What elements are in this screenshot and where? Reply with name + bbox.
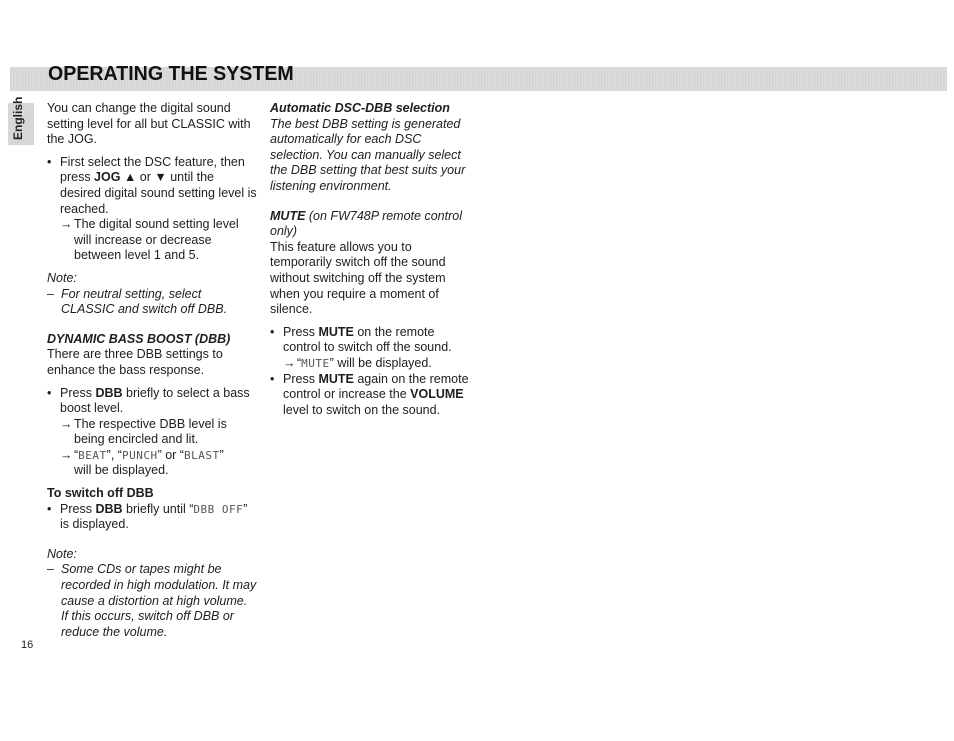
down-arrow-icon: ▼ bbox=[154, 170, 167, 185]
list-item: • First select the DSC feature, then press JOG ▲ or ▼ until the desired digital sound setting level is reached. bbox=[47, 154, 257, 216]
arrow-icon: → bbox=[60, 447, 73, 462]
mute-heading-line bbox=[270, 209, 475, 240]
list-item: • Press DBB briefly until “DBB OFF” is displayed. bbox=[47, 501, 248, 532]
list-item: • Press MUTE again on the remote control or increase the VOLUME level to switch on the sound. bbox=[270, 371, 469, 417]
arrow-icon: → bbox=[283, 355, 296, 370]
note-label: Note: bbox=[47, 546, 77, 561]
result-item: → The digital sound setting level will increase or decrease between level 1 and 5. bbox=[60, 217, 239, 263]
jog-key: JOG bbox=[94, 170, 121, 185]
arrow-icon: → bbox=[60, 416, 73, 431]
left-column bbox=[47, 101, 257, 640]
page-title: OPERATING THE SYSTEM bbox=[48, 63, 294, 85]
display-text-blast: BLAST bbox=[183, 448, 220, 462]
note-label: Note: bbox=[47, 270, 77, 285]
bullet-icon: • bbox=[270, 371, 275, 386]
dbb-key: DBB bbox=[95, 501, 123, 516]
page-number: 16 bbox=[21, 639, 34, 651]
section-heading-auto: Automatic DSC-DBB selection bbox=[270, 101, 450, 115]
note-item: – Some CDs or tapes might be recorded in high modulation. It may cause a distortion at high volume. If this occurs, switch off DBB or reduce the volume. bbox=[47, 562, 257, 639]
bullet-icon: • bbox=[270, 324, 275, 339]
mute-intro: This feature allows you to temporarily switch off the sound without switching off the system when you require a moment of silence. bbox=[270, 239, 446, 317]
list-item: • Press DBB briefly to select a bass boost level. bbox=[47, 385, 250, 416]
dbb-key: DBB bbox=[95, 385, 123, 400]
intro-text: You can change the digital sound setting level for all but CLASSIC with the JOG. bbox=[47, 101, 251, 147]
volume-key: VOLUME bbox=[410, 387, 464, 402]
up-arrow-icon: ▲ bbox=[123, 170, 137, 185]
dash-icon: – bbox=[47, 286, 54, 301]
result-item: → “MUTE” will be displayed. bbox=[283, 355, 432, 370]
note-item: – For neutral setting, select CLASSIC and switch off DBB. bbox=[47, 286, 228, 317]
dbb-intro: There are three DBB settings to enhance the bass response. bbox=[47, 347, 223, 377]
arrow-icon: → bbox=[60, 217, 73, 232]
section-heading-mute: MUTE bbox=[270, 208, 306, 223]
language-label: English bbox=[11, 96, 25, 140]
list-item: • Press MUTE on the remote control to switch off the sound. bbox=[270, 324, 452, 355]
right-column bbox=[270, 101, 475, 418]
display-text-beat: BEAT bbox=[78, 448, 107, 462]
result-item: → “BEAT”, “PUNCH” or “BLAST” will be displayed. bbox=[60, 447, 224, 478]
mute-key: MUTE bbox=[318, 371, 354, 386]
dash-icon: – bbox=[47, 562, 54, 577]
bullet-icon: • bbox=[47, 385, 52, 400]
mute-key: MUTE bbox=[318, 324, 354, 339]
display-text-punch: PUNCH bbox=[121, 448, 158, 462]
subheading-switch-off: To switch off DBB bbox=[47, 486, 154, 501]
section-heading-dbb: DYNAMIC BASS BOOST (DBB) bbox=[47, 331, 231, 346]
display-text-dbb-off: DBB OFF bbox=[193, 502, 244, 516]
result-item: → The respective DBB level is being encircled and lit. bbox=[60, 416, 227, 447]
bullet-icon: • bbox=[47, 501, 52, 516]
bullet-icon: • bbox=[47, 154, 52, 169]
mute-subtitle: (on FW748P remote control only) bbox=[270, 208, 462, 239]
auto-text: The best DBB setting is generated automatically for each DSC selection. You can manually select the DBB setting that best suits your listening environment. bbox=[270, 116, 466, 193]
display-text-mute: MUTE bbox=[301, 356, 330, 370]
